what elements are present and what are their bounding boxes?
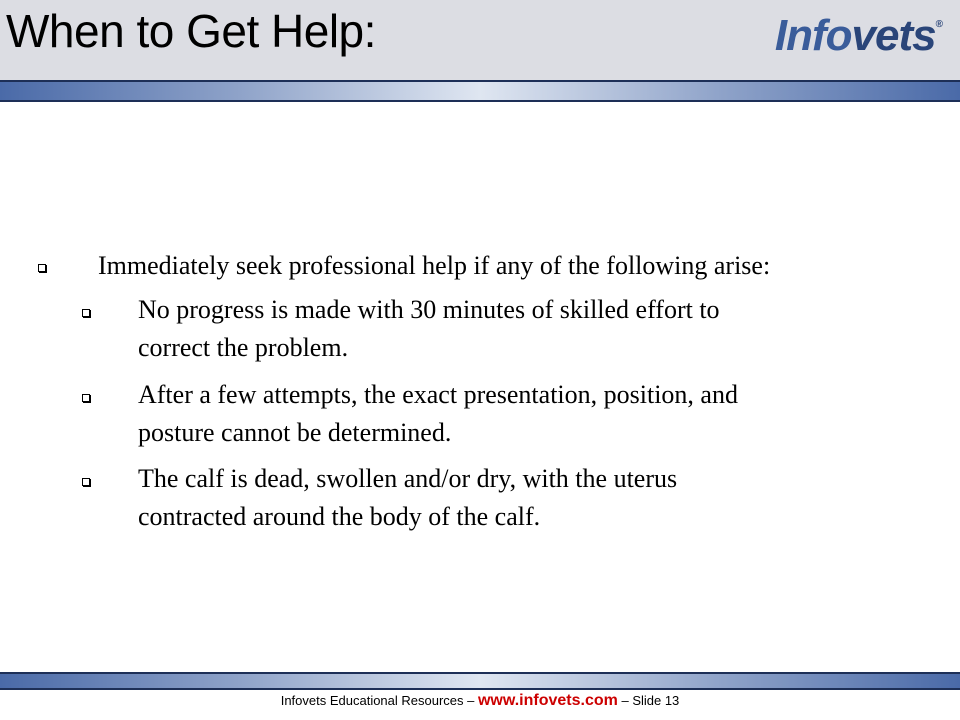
slide-header: [0, 0, 960, 80]
footer-prefix: Infovets Educational Resources –: [280, 693, 478, 708]
slide-footer: [0, 690, 960, 720]
sub-bullet-text-line1: The calf is dead, swollen and/or dry, with the uterus: [138, 464, 678, 493]
footer-divider-bar: [0, 672, 960, 690]
sub-bullet-icon: [82, 394, 90, 402]
slide-title: When to Get Help:: [6, 5, 376, 57]
sub-bullet-text-line2: posture cannot be determined.: [138, 418, 452, 447]
main-bullet-text: Immediately seek professional help if any of the following arise:: [98, 251, 771, 280]
sub-bullet-text-line2: contracted around the body of the calf.: [138, 502, 541, 531]
infovets-logo: [774, 11, 942, 60]
sub-bullet-text-line1: After a few attempts, the exact presentation, position, and: [138, 380, 738, 409]
logo-text-part2: vets: [851, 11, 936, 60]
sub-bullet-icon: [82, 478, 90, 486]
sub-bullet-icon: [82, 309, 90, 317]
sub-bullet-text-line2: correct the problem.: [138, 333, 349, 362]
footer-url-link[interactable]: www.infovets.com: [477, 692, 618, 709]
header-divider-bar: [0, 80, 960, 102]
logo-registered-mark: ®: [935, 19, 942, 30]
sub-bullet-text-line1: No progress is made with 30 minutes of skilled effort to: [138, 295, 720, 324]
main-bullet-icon: [38, 264, 46, 272]
logo-text-part1: Info: [774, 11, 852, 60]
footer-slide-number: – Slide 13: [617, 693, 680, 708]
